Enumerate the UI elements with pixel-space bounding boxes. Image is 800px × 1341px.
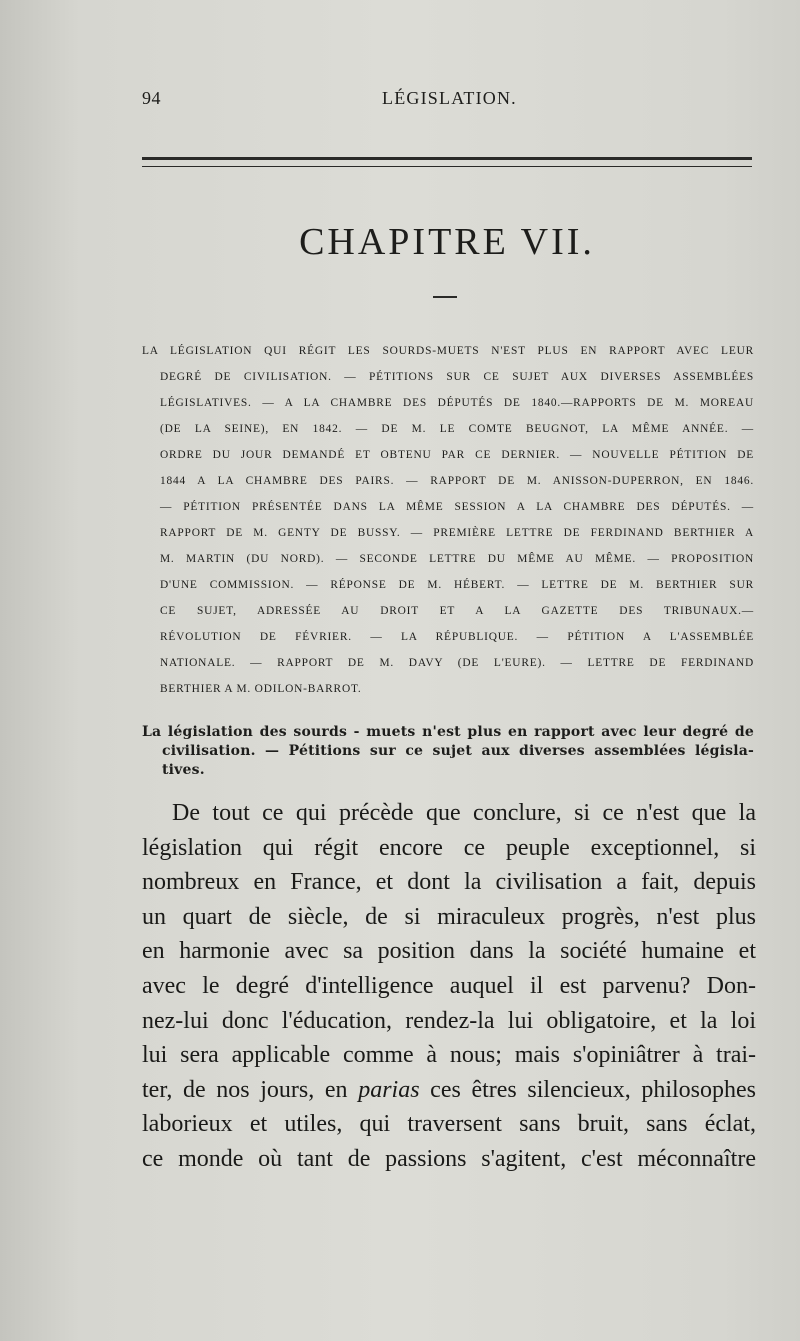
summary-line: ORDRE DU JOUR DEMANDÉ ET OBTENU PAR CE DERNIER. — NOUVELLE PÉTITION DE bbox=[160, 449, 754, 461]
body-line: en harmonie avec sa position dans la société humaine et bbox=[142, 938, 756, 965]
body-line: De tout ce qui précède que conclure, si ce n'est que la bbox=[172, 800, 756, 826]
summary-line: NATIONALE. — RAPPORT DE M. DAVY (DE L'EURE). — LETTRE DE FERDINAND bbox=[160, 657, 754, 669]
summary-line: D'UNE COMMISSION. — RÉPONSE DE M. HÉBERT. — LETTRE DE M. BERTHIER SUR bbox=[160, 579, 754, 591]
summary-line: (DE LA SEINE), EN 1842. — DE M. LE COMTE BEUGNOT, LA MÊME ANNÉE. — bbox=[160, 423, 754, 435]
italic-word: parias bbox=[358, 1076, 420, 1103]
body-line: ce monde où tant de passions s'agitent, c'est méconnaître bbox=[142, 1145, 756, 1172]
body-line: un quart de siècle, de si miraculeux progrès, n'est plus bbox=[142, 903, 756, 930]
running-head: LÉGISLATION. bbox=[382, 88, 517, 108]
summary-line: CE SUJET, ADRESSÉE AU DROIT ET A LA GAZETTE DES TRIBUNAUX.— bbox=[160, 605, 754, 617]
body-line: nombreux en France, et dont la civilisation a fait, depuis bbox=[142, 869, 756, 896]
page-header bbox=[142, 88, 752, 118]
chapter-title: CHAPITRE VII. bbox=[299, 221, 595, 263]
body-line: législation qui régit encore ce peuple exceptionnel, si bbox=[142, 834, 756, 861]
section-heading bbox=[142, 723, 754, 780]
summary-line: — PÉTITION PRÉSENTÉE DANS LA MÊME SESSION A LA CHAMBRE DES DÉPUTÉS. — bbox=[160, 501, 754, 513]
summary-line: M. MARTIN (DU NORD). — SECONDE LETTRE DU MÊME AU MÊME. — PROPOSITION bbox=[160, 553, 754, 565]
header-rule-thin bbox=[142, 166, 752, 167]
section-heading-line: civilisation. — Pétitions sur ce sujet aux diverses assemblées législa- bbox=[162, 743, 754, 759]
body-line: ter, de nos jours, en parias ces êtres silencieux, philosophes bbox=[142, 1076, 757, 1103]
section-heading-line: La législation des sourds - muets n'est plus en rapport avec leur degré de bbox=[142, 724, 754, 740]
summary-line: RAPPORT DE M. GENTY DE BUSSY. — PREMIÈRE LETTRE DE FERDINAND BERTHIER A bbox=[160, 527, 754, 539]
summary-line: LÉGISLATIVES. — A LA CHAMBRE DES DÉPUTÉS DE 1840.—RAPPORTS DE M. MOREAU bbox=[160, 397, 754, 409]
body-line: avec le degré d'intelligence auquel il est parvenu? Don- bbox=[142, 972, 756, 999]
page-number: 94 bbox=[142, 88, 161, 108]
body-line: lui sera applicable comme à nous; mais s'opiniâtrer à trai- bbox=[142, 1042, 756, 1069]
title-separator-dash bbox=[433, 296, 457, 298]
body-paragraph bbox=[142, 796, 756, 1177]
summary-line: 1844 A LA CHAMBRE DES PAIRS. — RAPPORT DE M. ANISSON-DUPERRON, EN 1846. bbox=[160, 475, 754, 487]
body-line: nez-lui donc l'éducation, rendez-la lui obligatoire, et la loi bbox=[142, 1007, 756, 1034]
chapter-summary bbox=[142, 338, 754, 702]
header-rule-thick bbox=[142, 157, 752, 160]
summary-line: DEGRÉ DE CIVILISATION. — PÉTITIONS SUR CE SUJET AUX DIVERSES ASSEMBLÉES bbox=[160, 371, 754, 383]
body-line: laborieux et utiles, qui traversent sans bruit, sans éclat, bbox=[142, 1111, 756, 1138]
summary-line: LA LÉGISLATION QUI RÉGIT LES SOURDS-MUETS N'EST PLUS EN RAPPORT AVEC LEUR bbox=[142, 345, 754, 357]
summary-line: BERTHIER A M. ODILON-BARROT. bbox=[160, 683, 362, 695]
section-heading-line: tives. bbox=[162, 762, 205, 778]
summary-line: RÉVOLUTION DE FÉVRIER. — LA RÉPUBLIQUE. — PÉTITION A L'ASSEMBLÉE bbox=[160, 631, 754, 643]
